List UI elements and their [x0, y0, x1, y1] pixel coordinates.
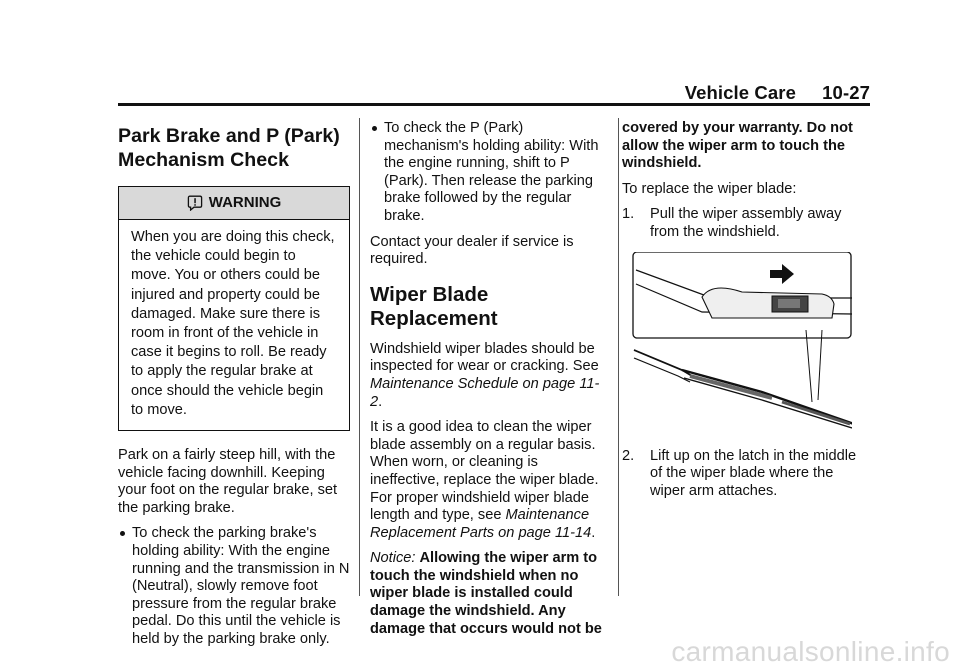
paragraph-clean — [370, 419, 610, 542]
watermark: carmanualsonline.info — [671, 636, 950, 667]
column-2 — [370, 120, 610, 646]
step-number: 1. — [622, 206, 635, 223]
column-divider — [618, 118, 619, 596]
notice-paragraph — [370, 550, 610, 638]
column-divider — [359, 118, 360, 596]
wiper-blade-image — [622, 252, 852, 430]
bullet-item: To check the parking brake's holding ability: With the engine running and the transmission in N (Neutral), slowly remove foot pressure from the regular brake pedal. Do this until the vehicle is held by the parking brake only. — [118, 525, 350, 648]
paragraph-inspect — [370, 341, 610, 411]
notice-continued: covered by your warranty. Do not allow the wiper arm to touch the windshield. — [622, 120, 853, 172]
warning-icon — [187, 195, 203, 211]
text: Windshield wiper blades should be inspected for wear or cracking. See — [370, 340, 599, 375]
page-header — [118, 82, 870, 104]
column-1 — [118, 120, 350, 657]
warning-text: When you are doing this check, the vehicle could begin to move. You or others could be injured and property could be damaged. Make sure there is room in front of the vehicle in case it begins to roll. Be ready to apply the regular brake at once should the vehicle begin to move. — [131, 229, 335, 418]
step-text: Pull the wiper assembly away from the windshield. — [650, 206, 842, 240]
paragraph: To replace the wiper blade: — [622, 180, 797, 197]
warning-header — [119, 187, 349, 220]
header-page-number: 10-27 — [822, 82, 870, 103]
warning-box — [118, 186, 350, 431]
text: It is a good idea to clean the wiper blade assembly on a regular basis. When worn, or cleaning is ineffective, replace the wiper blade. For proper windshield wiper blade length and type, see — [370, 419, 599, 524]
bullet-item: To check the P (Park) mechanism's holding ability: With the engine running, shift to P (Park). Then release the parking brake followed by the regular brake. — [370, 120, 610, 226]
warning-label: WARNING — [208, 194, 282, 212]
step-1 — [622, 206, 872, 241]
step-number: 2. — [622, 447, 635, 464]
wiper-illustration — [622, 252, 852, 430]
section-title-wiper: Wiper Blade Replacement — [370, 282, 498, 330]
title-line-1: Park Brake and P (Park) — [118, 125, 340, 147]
cross-reference-link: Maintenance Schedule on page 11-2 — [370, 375, 600, 410]
header-title — [685, 82, 870, 104]
paragraph: Park on a fairly steep hill, with the vehicle facing downhill. Keeping your foot on the regular brake, set the parking brake. — [118, 447, 338, 516]
title-line-2: Mechanism Check — [118, 149, 289, 171]
cross-reference-link: Maintenance Replacement Parts on page 11-14 — [370, 507, 592, 541]
header-section: Vehicle Care — [684, 82, 796, 103]
column-3 — [622, 120, 872, 508]
wiper-arm — [634, 350, 692, 376]
section-title-park-brake — [118, 124, 350, 172]
text: . — [591, 524, 596, 541]
paragraph: Contact your dealer if service is required. — [370, 233, 574, 268]
notice-text: Allowing the wiper arm to touch the windshield when no wiper blade is installed could damage the windshield. Any damage that occurs would not be — [370, 550, 602, 637]
header-rule — [118, 103, 870, 106]
text: . — [378, 393, 383, 410]
step-2 — [622, 448, 872, 501]
notice-label: Notice: — [370, 550, 416, 567]
step-text: Lift up on the latch in the middle of the wiper blade where the wiper arm attaches. — [650, 447, 857, 499]
